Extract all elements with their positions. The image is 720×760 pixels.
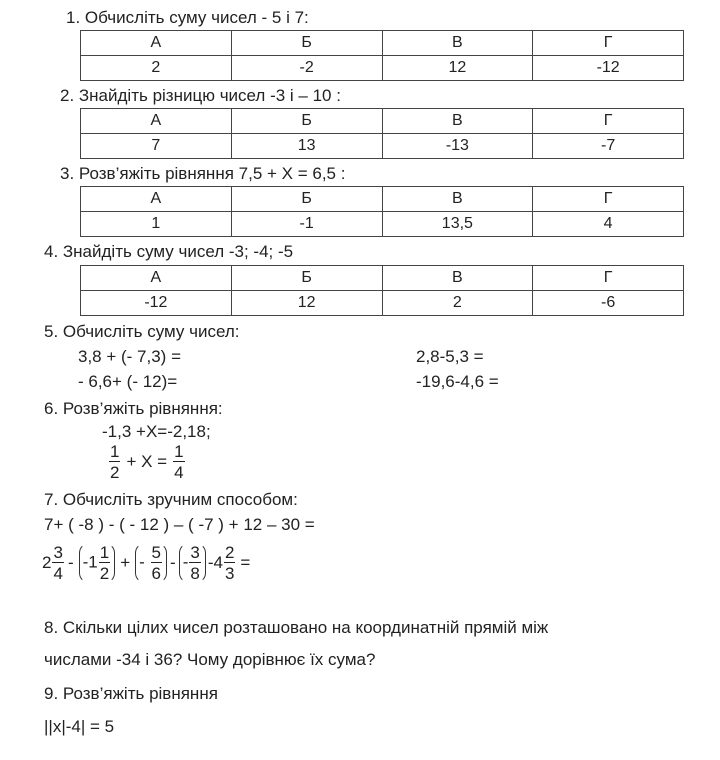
value-v: -13 (382, 134, 533, 159)
value-b: -2 (231, 56, 382, 81)
value-a: 1 (81, 212, 232, 237)
q5-expression-right-1: 2,8-5,3 = (416, 347, 484, 366)
fraction: $\frac{3}{4}$ (53, 543, 63, 583)
value-v: 12 (382, 56, 533, 81)
value-b: -1 (231, 212, 382, 237)
fraction: $\frac{5}{6}$ (151, 543, 162, 583)
fraction: $\frac{3}{8}$ (190, 543, 200, 583)
header-a: А (81, 31, 232, 56)
value-v: 13,5 (382, 212, 533, 237)
table-value-row (81, 212, 684, 237)
fraction: $\frac{1}{2}$ (99, 543, 110, 583)
header-a: А (81, 266, 232, 291)
question-1-text: 1. Обчисліть суму чисел - 5 і 7: (66, 8, 309, 27)
q9-equation: ||x|-4| = 5 (44, 717, 115, 736)
question-9-text: 9. Розв’яжіть рівняння (44, 684, 218, 703)
header-v: В (382, 109, 533, 134)
operator: - (170, 553, 176, 572)
table-value-row (81, 56, 684, 81)
answer-table-4 (80, 265, 684, 316)
question-7-text: 7. Обчисліть зручним способом: (44, 490, 298, 509)
table-value-row (81, 134, 684, 159)
q7-expression-1: 7+ ( -8 ) - ( - 12 ) – ( -7 ) + 12 – 30 = (44, 515, 315, 534)
table-header-row (81, 31, 684, 56)
question-8-line-2: числами -34 і 36? Чому дорівнює їх сума? (44, 650, 376, 669)
value-g: -12 (533, 56, 684, 81)
header-g: Г (533, 31, 684, 56)
header-v: В (382, 187, 533, 212)
parenthesis-group: - $\frac{3}{8}$ (179, 543, 206, 583)
parenthesis-group: - $\frac{5}{6}$ (135, 543, 167, 583)
value-b: 12 (231, 291, 382, 316)
header-g: Г (533, 109, 684, 134)
operator: + (120, 553, 131, 572)
header-b: Б (231, 31, 382, 56)
fraction: $\frac{1}{4}$ (174, 442, 184, 482)
value-v: 2 (382, 291, 533, 316)
answer-table-1 (80, 30, 684, 81)
header-v: В (382, 266, 533, 291)
fraction: $\frac{1}{2}$ (110, 442, 120, 482)
fraction: $\frac{2}{3}$ (224, 543, 235, 583)
table-header-row (81, 109, 684, 134)
value-a: 7 (81, 134, 232, 159)
q5-expression-left-1: 3,8 + (- 7,3) = (78, 347, 181, 366)
header-b: Б (231, 187, 382, 212)
value-a: 2 (81, 56, 232, 81)
q5-expression-right-2: -19,6-4,6 = (416, 372, 499, 391)
q6-eq2-mid: + Х = (126, 452, 168, 471)
question-5-text: 5. Обчисліть суму чисел: (44, 322, 240, 341)
question-2-text: 2. Знайдіть різницю чисел -3 і – 10 : (60, 86, 341, 105)
value-g: -7 (533, 134, 684, 159)
value-a: -12 (81, 291, 232, 316)
parenthesis-group: -1 $\frac{1}{2}$ (79, 543, 116, 583)
operator: -4 (207, 553, 223, 572)
header-g: Г (533, 187, 684, 212)
q7-expression-2 (42, 540, 250, 586)
q6-equation-1: -1,3 +Х=-2,18; (102, 422, 211, 441)
header-b: Б (231, 266, 382, 291)
question-8-line-1: 8. Скільки цілих чисел розташовано на координатній прямій між (44, 618, 549, 637)
whole-part: 2 (42, 553, 52, 572)
answer-table-2 (80, 108, 684, 159)
header-g: Г (533, 266, 684, 291)
equals-sign: = (240, 553, 251, 572)
table-header-row (81, 187, 684, 212)
value-b: 13 (231, 134, 382, 159)
q5-expression-left-2: - 6,6+ (- 12)= (78, 372, 178, 391)
answer-table-3 (80, 186, 684, 237)
q6-equation-2 (108, 442, 186, 482)
question-4-text: 4. Знайдіть суму чисел -3; -4; -5 (44, 242, 294, 261)
header-a: А (81, 109, 232, 134)
question-3-text: 3. Розв’яжіть рівняння 7,5 + Х = 6,5 : (60, 164, 346, 183)
table-value-row (81, 291, 684, 316)
table-header-row (81, 266, 684, 291)
header-v: В (382, 31, 533, 56)
question-6-text: 6. Розв’яжіть рівняння: (44, 399, 223, 418)
header-b: Б (231, 109, 382, 134)
value-g: 4 (533, 212, 684, 237)
operator: - (67, 553, 74, 572)
value-g: -6 (533, 291, 684, 316)
header-a: А (81, 187, 232, 212)
